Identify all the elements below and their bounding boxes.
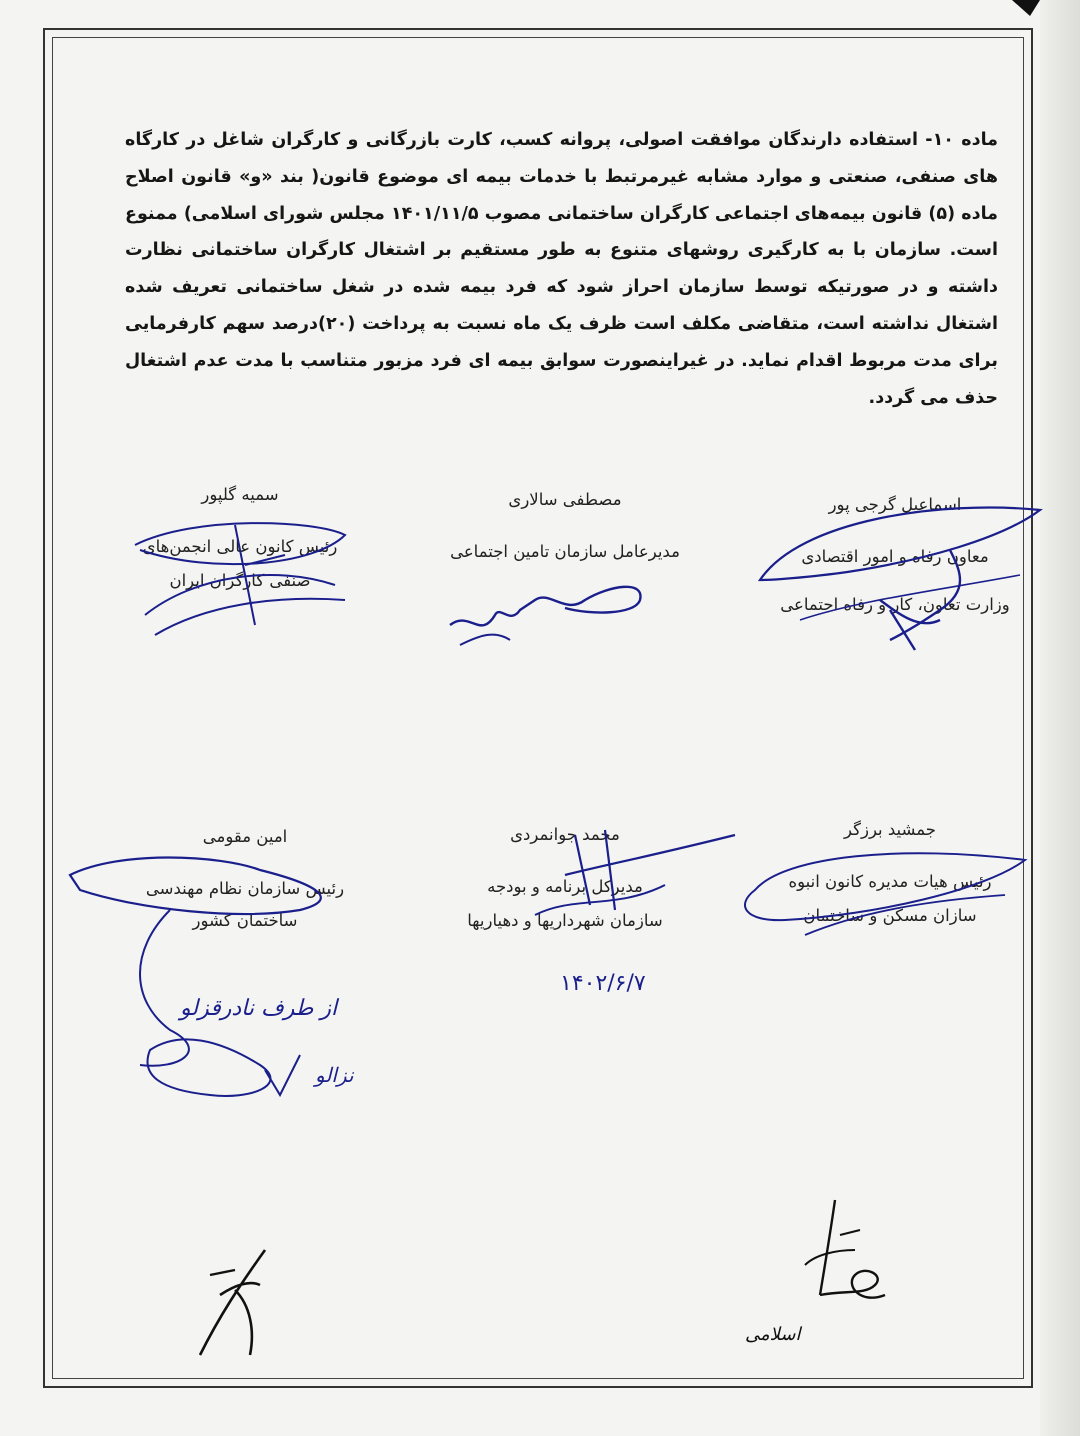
signatory-role: رئیس کانون عالی انجمن‌های <box>142 537 338 556</box>
signatory-name: امین مقومی <box>202 827 288 846</box>
article-label: ماده ۱۰- <box>925 130 998 150</box>
signatory-name: مصطفی سالاری <box>508 490 622 509</box>
signatory-role: معاون رفاه و امور اقتصادی <box>801 547 989 566</box>
signatory-name: محمد جوانمردی <box>510 825 620 844</box>
signatory-name: اسماعیل گرجی پور <box>828 495 962 514</box>
delegate-note: از طرف نادرقزلو <box>180 996 338 1021</box>
signatory-name: سمیه گلپور <box>201 485 279 504</box>
delegate-short: نزالو <box>315 1063 354 1087</box>
signatory-barzegar <box>740 815 1040 931</box>
signatory-role: مدیرعامل سازمان تامین اجتماعی <box>450 542 680 561</box>
signatory-moghavemi <box>110 822 380 936</box>
signatory-role: ساختمان کشور <box>192 911 298 930</box>
signatory-gorji-pour <box>750 490 1040 620</box>
signatory-name: جمشید برزگر <box>844 820 936 839</box>
signatory-role: سازان مسکن و ساختمان <box>803 906 977 925</box>
signatory-role: رئیس سازمان نظام مهندسی <box>145 879 345 898</box>
signatory-role: صنفی کارگران ایران <box>169 571 311 590</box>
article-paragraph <box>125 122 998 416</box>
corner-fold-mark <box>1012 0 1040 16</box>
page-edge-shadow <box>1040 0 1080 1436</box>
signatory-golpour <box>110 480 370 596</box>
article-text: استفاده دارندگان موافقت اصولی، پروانه کسب، کارت بازرگانی و کارگران شاغل در کارگاه های صنفی، صنعتی و موارد مشابه غیرمرتبط با خدمات بیمه ای موضوع قانون( بند «و» قانون اصلاح ماده (۵) قانون بیمه‌های اجتماعی کارگران ساختمانی مصوب ۱۴۰۱/۱۱/۵ مجلس شورای اسلامی) ممنوع است. سازمان با به کارگیری روشهای متنوع به طور مستقیم بر اشتغال کارگران ساختمانی نظارت داشته و در صورتیکه توسط سازمان احراز شود که فرد بیمه شده در شغل ساختمانی تعریف شده اشتغال نداشته است، متقاضی مکلف است ظرف یک ماه نسبت به پرداخت (۲۰)درصد سهم کارفرمایی برای مدت مربوط اقدام نماید. در غیراینصورت سوابق بیمه ای فرد مزبور متناسب با مدت عدم اشتغال حذف می گردد. <box>125 130 999 408</box>
signatory-role: رئیس هیات مدیره کانون انبوه <box>788 872 992 891</box>
date-scribble: ۱۴۰۲/۶/۷ <box>560 971 646 996</box>
signatory-javanmardi <box>440 820 690 936</box>
signatory-role: وزارت تعاون، کار و رفاه اجتماعی <box>780 595 1010 614</box>
signatory-salari <box>420 485 710 567</box>
signatory-role: مدیرکل برنامه و بودجه <box>487 877 643 896</box>
bottom-right-initial: اسلامی <box>745 1324 801 1345</box>
signatory-role: سازمان شهرداریها و دهیاریها <box>467 911 663 930</box>
